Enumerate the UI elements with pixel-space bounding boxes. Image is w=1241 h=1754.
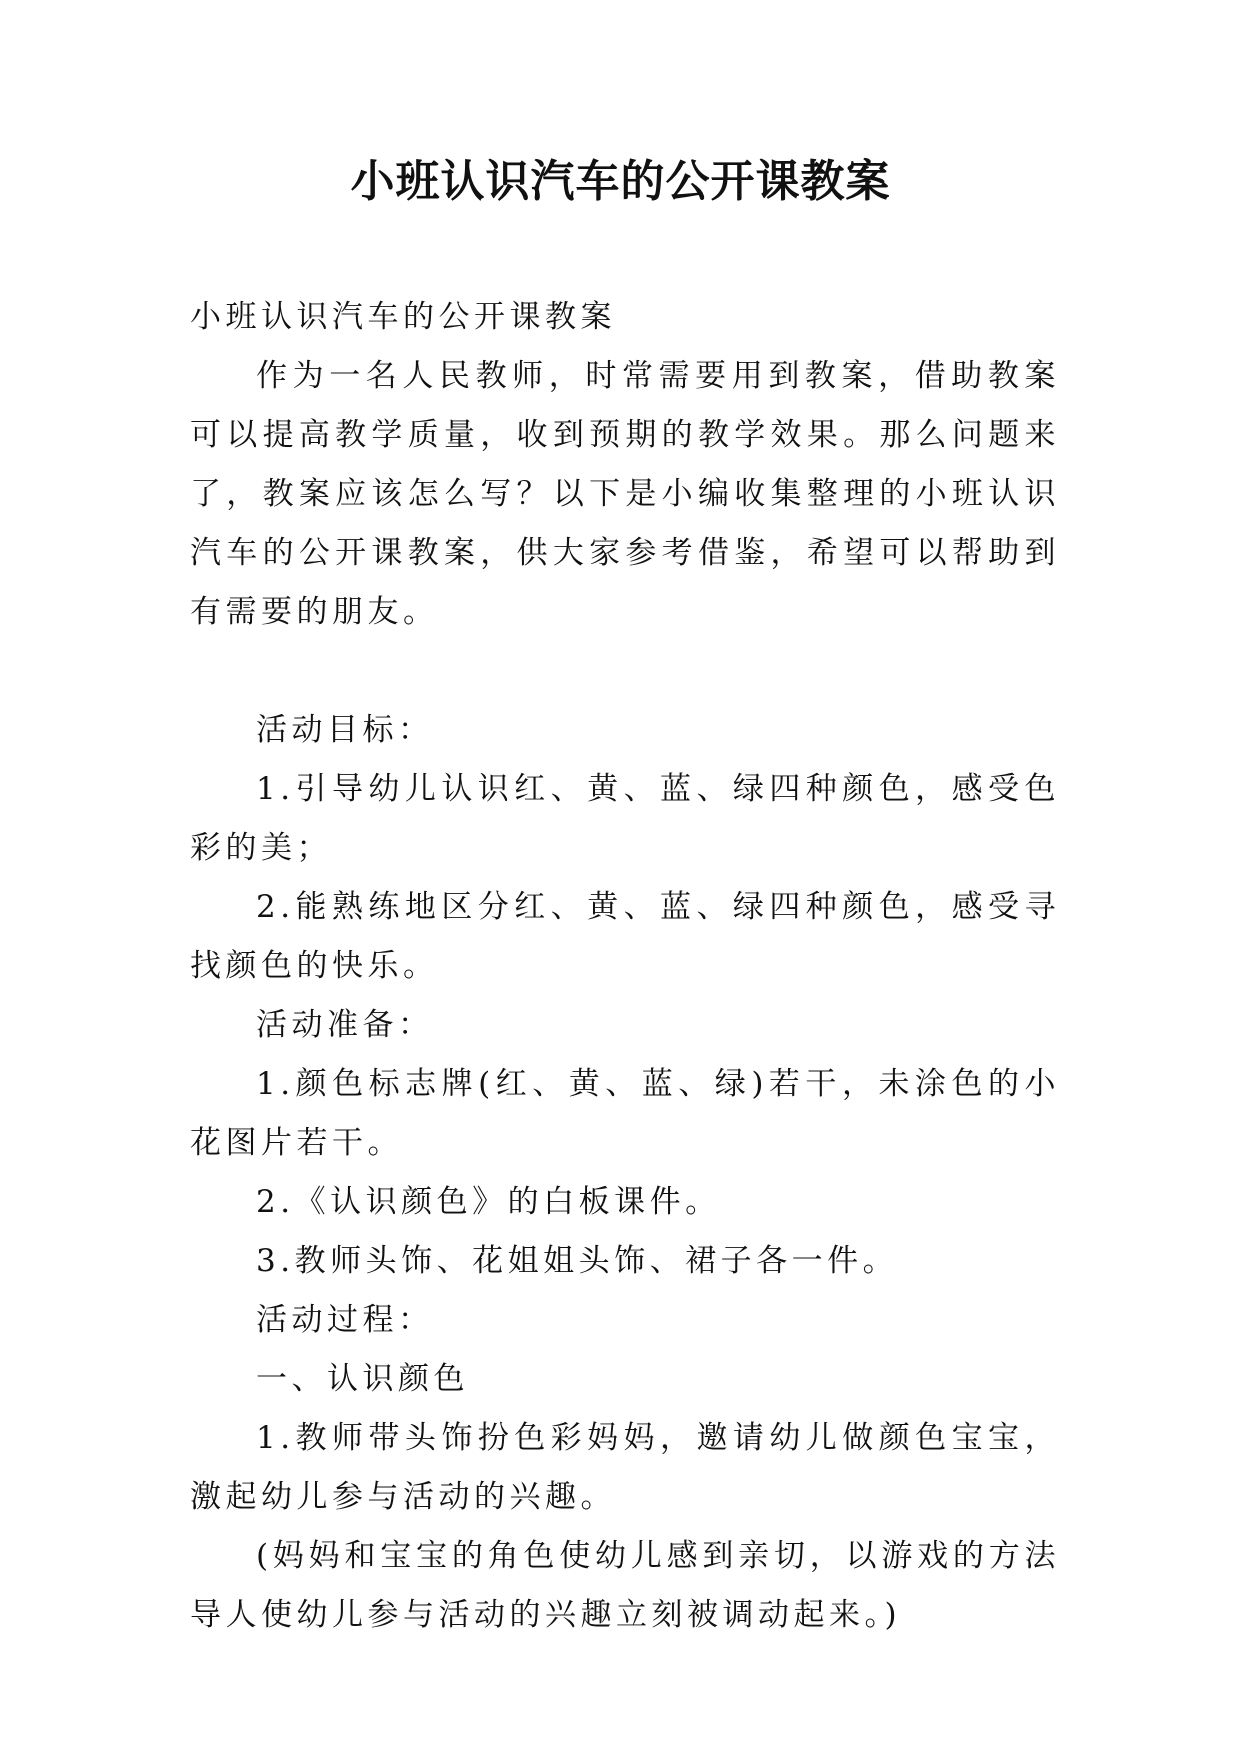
intro-paragraph: 作为一名人民教师，时常需要用到教案，借助教案可以提高教学质量，收到预期的教学效果。那么问题来了，教案应该怎么写？以下是小编收集整理的小班认识汽车的公开课教案，供大家参考借鉴，希望可以帮助到有需要的朋友。 (190, 358, 1060, 630)
subtitle-line: 小班认识汽车的公开课教案 (190, 299, 616, 335)
section-heading-1: 一、认识颜色 (256, 1361, 469, 1397)
process-heading: 活动过程： (256, 1302, 434, 1338)
document-title: 小班认识汽车的公开课教案 (350, 156, 891, 207)
step-item-1: 1.教师带头饰扮色彩妈妈，邀请幼儿做颜色宝宝，激起幼儿参与活动的兴趣。 (190, 1420, 1060, 1515)
prep-heading: 活动准备： (256, 1007, 434, 1043)
paragraph-gap (190, 642, 1060, 701)
goals-heading: 活动目标： (256, 712, 434, 748)
note-paragraph-1: (妈妈和宝宝的角色使幼儿感到亲切，以游戏的方法导人使幼儿参与活动的兴趣立刻被调动起来。) (190, 1538, 1060, 1633)
prep-item-1: 1.颜色标志牌(红、黄、蓝、绿)若干，未涂色的小花图片若干。 (190, 1066, 1060, 1161)
document-body (190, 288, 1060, 1645)
prep-item-3: 3.教师头饰、花姐姐头饰、裙子各一件。 (256, 1243, 899, 1279)
goal-item-1: 1.引导幼儿认识红、黄、蓝、绿四种颜色，感受色彩的美； (190, 771, 1060, 866)
prep-item-2: 2.《认识颜色》的白板课件。 (256, 1184, 721, 1220)
goal-item-2: 2.能熟练地区分红、黄、蓝、绿四种颜色，感受寻找颜色的快乐。 (190, 889, 1060, 984)
